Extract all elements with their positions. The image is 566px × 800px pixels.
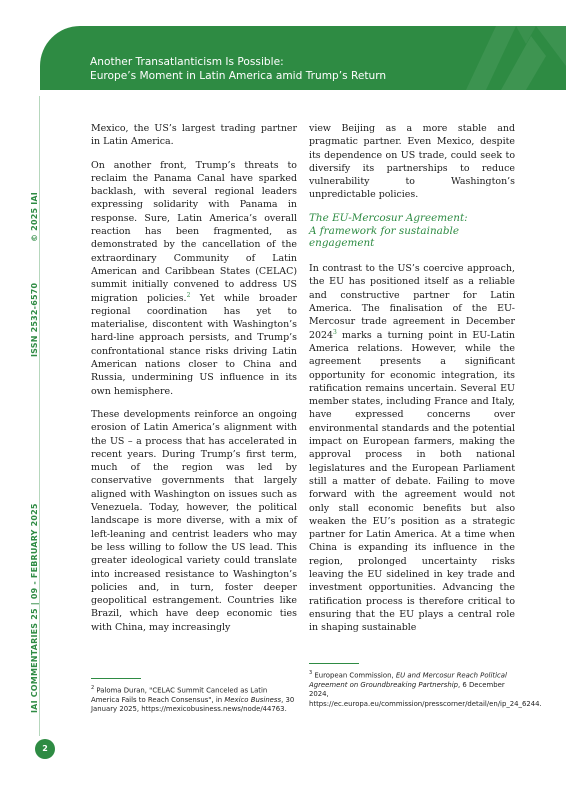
footnote-2: $^2$ Paloma Duran, "CELAC Summit Canceled as Latin America Fails to Reach Consensus", in Mexico Business, 30 January 2025, https://mexicobusiness.news/node/44763. bbox=[91, 678, 297, 715]
left-column bbox=[91, 122, 297, 644]
document-title bbox=[90, 56, 386, 83]
title-line-1: Another Transatlanticism Is Possible: bbox=[90, 56, 284, 68]
page-number: 2 bbox=[35, 739, 55, 759]
footnote-link[interactable]: , 6 December 2024, https://ec.europa.eu/commission/presscorner/detail/en/ip_24_6244. bbox=[309, 680, 542, 708]
paragraph: These developments reinforce an ongoing erosion of Latin America’s alignment with the US – a process that has accelerated in recent years. During Trump’s first term, much of the region was led by conservative governments that largely aligned with Washington on issues such as Venezuela. Today, however, the political landscape is more diverse, with a mix of left-leaning and centrist leaders who may be less willing to follow the US lead. This greater ideological variety could translate into increased resistance to Washington’s policies and, in turn, foster deeper geopolitical estrangement. Countries like Brazil, which have deep economic ties with China, may increasingly bbox=[91, 408, 297, 633]
footnote-3: $^3$ European Commission, EU and Mercosur Reach Political Agreement on Groundbreaking Partnership, 6 December 2024, https://ec.europa.eu/commission/presscorner/detail/en/ip_24_6244. bbox=[309, 663, 515, 709]
footnote-ref[interactable]: 2 bbox=[186, 291, 191, 299]
footnote-ref[interactable]: 3 bbox=[333, 328, 337, 336]
sidebar bbox=[30, 0, 46, 800]
paragraph: view Beijing as a more stable and pragmatic partner. Even Mexico, despite its dependence on US trade, could seek to diversify its partnerships to reduce vulnerability to Washington’s unpredictable policies. bbox=[309, 123, 515, 201]
header-banner bbox=[40, 26, 566, 90]
footnote-rule bbox=[91, 678, 141, 679]
title-line-2: Europe’s Moment in Latin America amid Trump’s Return bbox=[90, 69, 387, 82]
paragraph: On another front, Trump’s threats to reclaim the Panama Canal have sparked backlash, with several regional leaders expressing solidarity with Panama in response. Sure, Latin America’s overall reaction has been fragmented, as demonstrated by the cancellation of the extraordinary Community of Latin American and Caribbean States (CELAC) summit initially convened to address US migration policies.$^2$ Yet while broader regional coordination has yet to materialise, discontent with Washington’s hard-line approach persists, and Trump’s confrontational stance risks driving Latin American nations closer to China and Russia, undermining US influence in its own hemisphere. bbox=[91, 159, 297, 397]
section-heading: The EU-Mercosur Agreement: A framework for sustainable engagement bbox=[309, 211, 468, 250]
paragraph: Mexico, the US’s largest trading partner in Latin America. bbox=[91, 123, 297, 148]
issn-label: ISSN 2532-6570 bbox=[30, 282, 39, 357]
footnote-rule bbox=[309, 663, 359, 664]
copyright-label: © 2025 IAI bbox=[30, 192, 39, 242]
footnote-link[interactable]: , 30 January 2025, https://mexicobusiness.news/node/44763. bbox=[91, 695, 295, 714]
right-column bbox=[309, 122, 515, 644]
paragraph: In contrast to the US’s coercive approach, the EU has positioned itself as a reliable and constructive partner for Latin America. The finalisation of the EU-Mercosur trade agreement in December 2024$^3$ marks a turning point in EU-Latin America relations. However, while the agreement presents a significant opportunity for economic integration, its ratification remains uncertain. Several EU member states, including France and Italy, have expressed concerns over environmental standards and the potential impact on European farmers, making the approval process in both national legislatures and the European Parliament still a matter of debate. Failing to move forward with the agreement would not only stall economic benefits but also weaken the EU’s position as a strategic partner for Latin America. At a time when China is expanding its influence in the region, prolonged uncertainty risks leaving the EU sidelined in key trade and investment opportunities. Advancing the ratification process is therefore critical to ensuring that the EU plays a central role in shaping sustainable bbox=[309, 263, 515, 634]
leaf-pattern-decoration bbox=[456, 26, 566, 90]
series-label: IAI COMMENTARIES 25 | 09 - FEBRUARY 2025 bbox=[30, 503, 39, 713]
